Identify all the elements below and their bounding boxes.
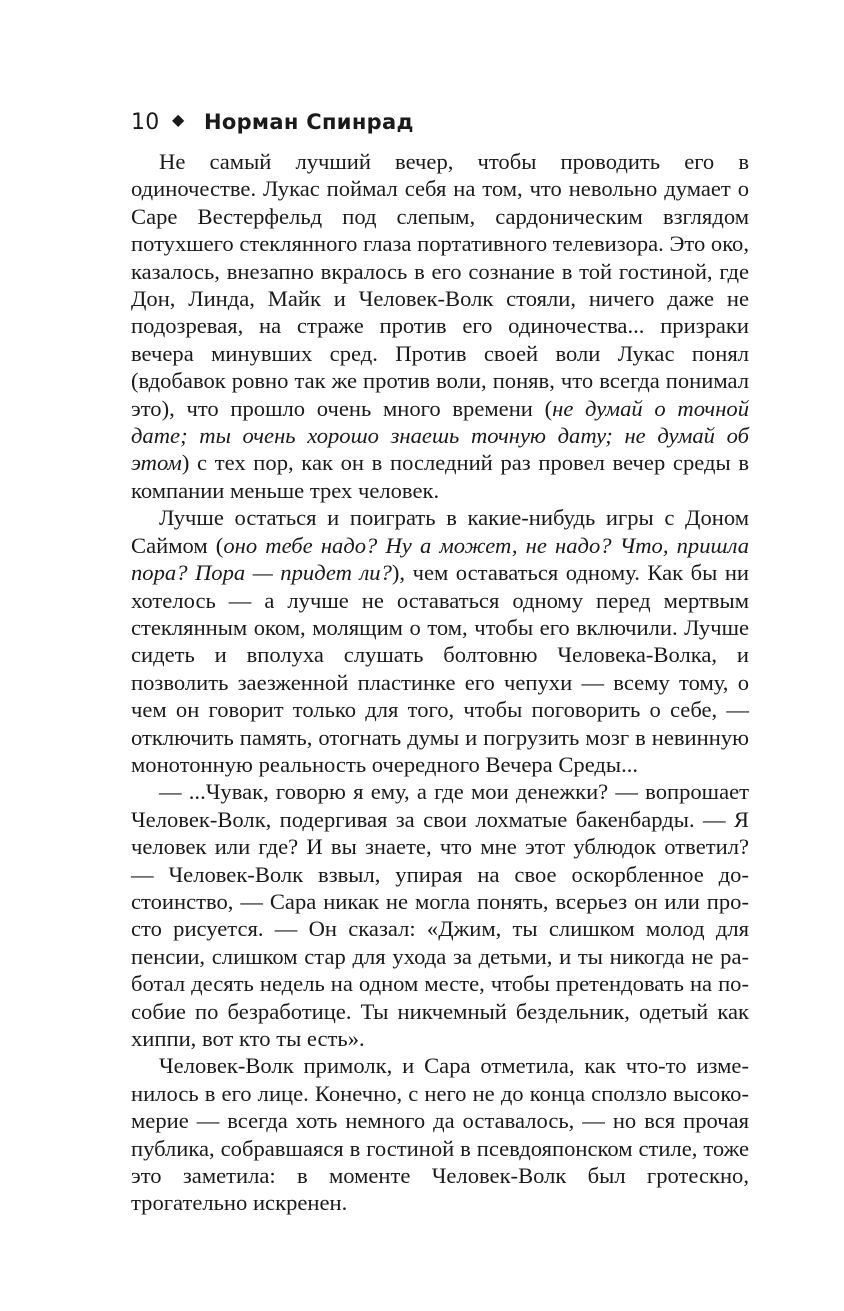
italic-text: не думай о точной дате; ты очень хорошо знаешь точную дату; не думай об этом	[131, 395, 749, 476]
text-run: ), чем оставаться одному. Как бы ни хотелось — а лучше не оставаться одному перед мертвым стеклянным оком, молящим о том, чтобы его включили. Лучше сидеть и вполуха слушать болтовню Человека-Волка, и позволить заезженной пластинке его чепухи — всему тому, о чем он говорит только для того, чтобы поговорить о себе, — отключить память, отогнать думы и погрузить мозг в невинную монотонную реальность очередного Вечера Среды...	[131, 560, 749, 777]
paragraph-4	[131, 1052, 749, 1216]
italic-text: оно тебе надо? Ну а может, не надо? Что, пришла пора? Пора — придет ли?	[131, 532, 749, 586]
paragraph-3	[131, 778, 749, 1052]
text-run: — ...Чувак, говорю я ему, а где мои денежки? — вопрошает Человек-Волк, подергивая за свои лохматые бакенбарды. — Я человек или где? И вы знаете, что мне этот ублюдок ответил? — Человек-Волк взвыл, упирая на свое оскорбленное достоинство, — Сара никак не могла понять, всерьез он или просто рисуется. — Он сказал: «Джим, ты слишком молод для пенсии, слишком стар для ухода за детьми, и ты никогда не работал десять недель на одном месте, чтобы претендовать на пособие по безработице. Ты никчемный бездельник, одетый как хиппи, вот кто ты есть».	[131, 779, 749, 1051]
body-text	[131, 148, 749, 1217]
text-run: ) с тех пор, как он в последний раз провел вечер среды в компании меньше трех человек.	[131, 450, 749, 503]
text-run: Не самый лучший вечер, чтобы проводить его в одиночестве. Лукас поймал себя на том, что невольно думает о Саре Вестерфельд под слепым, сардоническим взглядом потухшего стеклянного глаза портативного телевизора. Это око, казалось, внезапно вкралось в его сознание в той гостиной, где Дон, Линда, Майк и Человек-Волк стояли, ничего даже не подозревая, на страже против его одиночества... призраки вечера минувших сред. Против своей воли Лукас понял (вдобавок ровно так же против воли, поняв, что всегда понимал это), что прошло очень много времени (	[131, 149, 749, 421]
book-page	[131, 100, 749, 1216]
text-run: Лучше остаться и поиграть в какие-нибудь игры с Доном Саймом (	[131, 505, 749, 558]
page-number: 10	[131, 110, 160, 135]
text-run: Человек-Волк примолк, и Сара отметила, как что-то изменилось в его лице. Конечно, с него не до конца сползло высокомерие — всегда хоть немного да оставалось, — но вся прочая публика, собравшаяся в гостиной в псевдояпонском стиле, тоже это заметила: в моменте Человек-Волк был гротескно, трогательно искренен.	[131, 1053, 749, 1216]
running-head	[131, 100, 749, 140]
diamond-ornament-icon: ◆	[172, 110, 185, 129]
paragraph-1	[131, 148, 749, 504]
paragraph-2	[131, 504, 749, 778]
author-name: Норман Спинрад	[204, 110, 414, 134]
